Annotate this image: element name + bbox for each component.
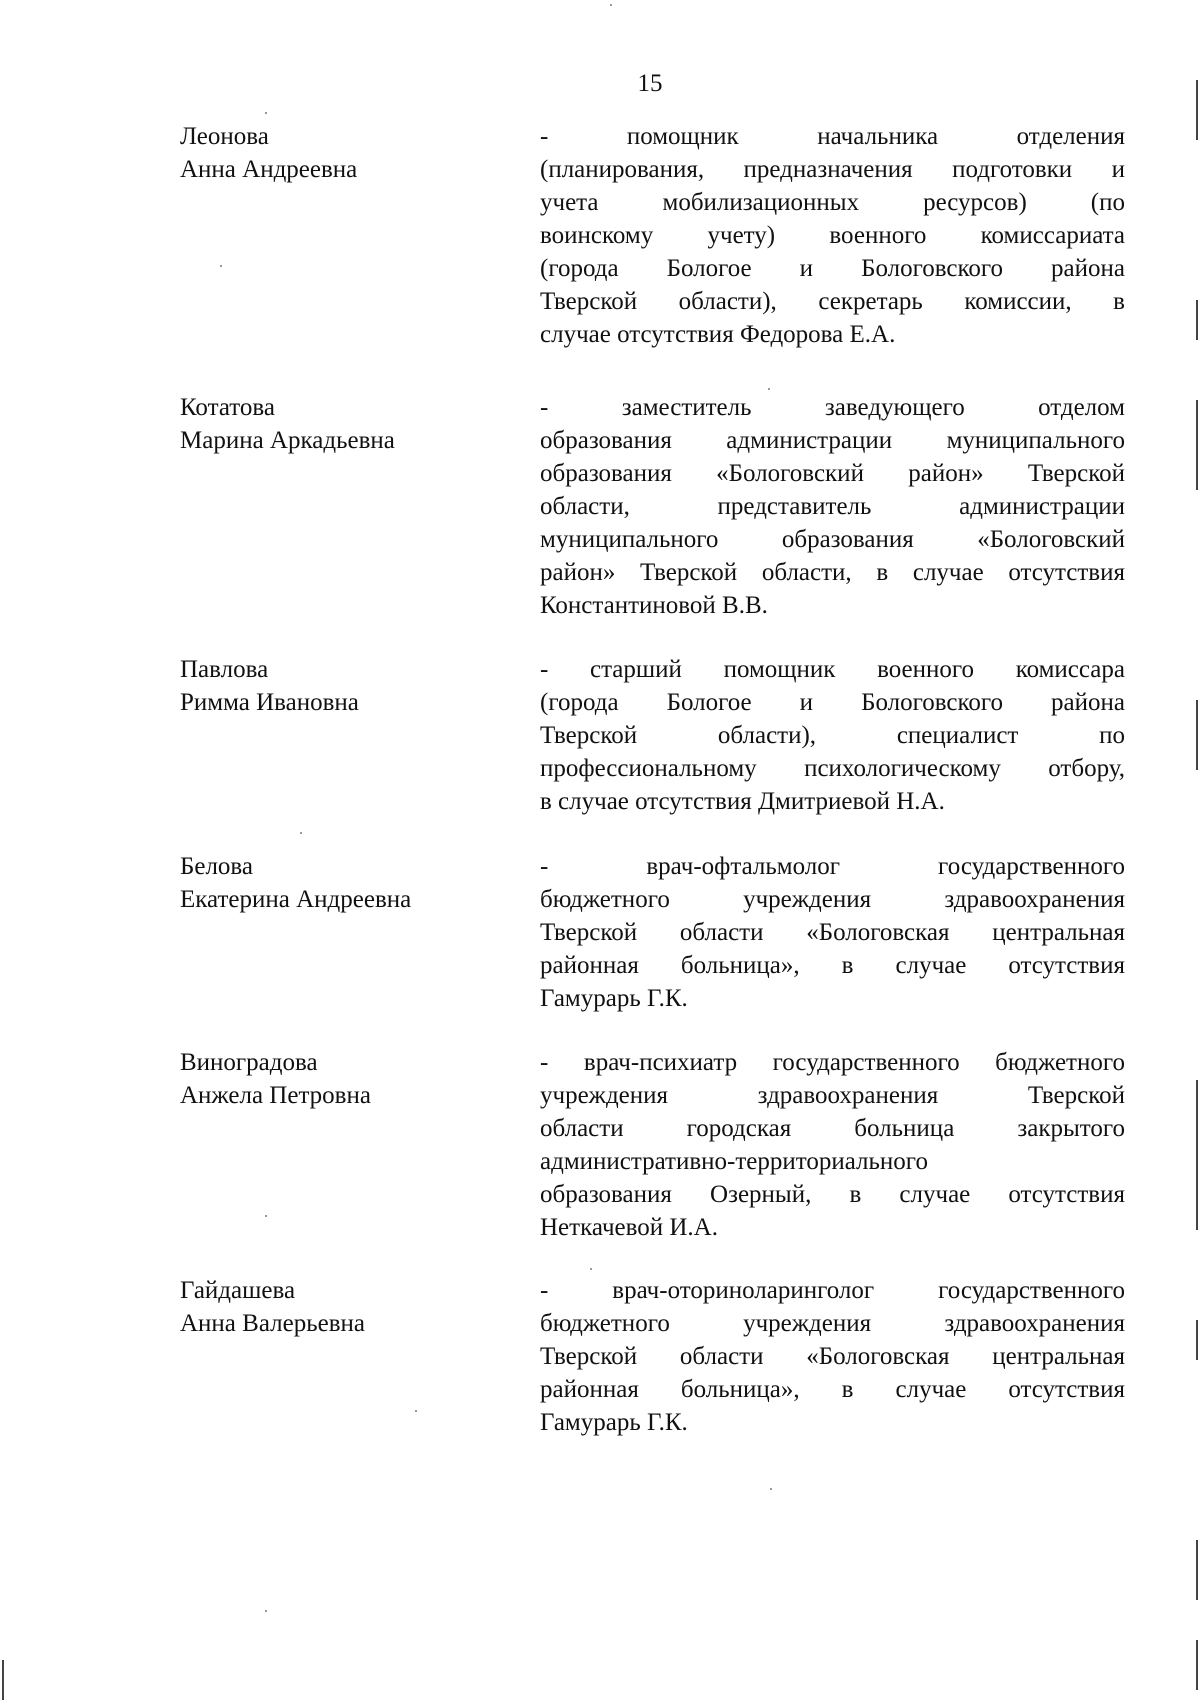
- role-line: учреждения здравоохранения Тверской: [540, 1082, 1125, 1109]
- scan-speck: [265, 112, 267, 114]
- scan-edge-line: [1196, 1540, 1198, 1600]
- scan-speck: [610, 4, 612, 6]
- role-line: учета мобилизационных ресурсов) (по: [540, 189, 1125, 216]
- scan-edge-line: [1196, 700, 1198, 770]
- role-line: муниципального образования «Бологовский: [540, 526, 1125, 553]
- member-name: [180, 1274, 510, 1340]
- role-line: Неткачевой И.А.: [540, 1214, 718, 1241]
- role-line: области городская больница закрытого: [540, 1115, 1125, 1142]
- scan-speck: [220, 265, 222, 267]
- role-line: административно-территориального: [540, 1148, 928, 1175]
- role-line: Тверской области «Бологовская центральная: [540, 919, 1125, 946]
- role-line: в случае отсутствия Дмитриевой Н.А.: [540, 788, 945, 815]
- member-surname: Леонова: [180, 123, 269, 150]
- member-role: [540, 653, 1125, 818]
- role-line: Гамурарь Г.К.: [540, 1409, 688, 1436]
- member-surname: Павлова: [180, 656, 269, 683]
- role-line: Гамурарь Г.К.: [540, 985, 688, 1012]
- role-line: - старший помощник военного комиссара: [540, 656, 1125, 683]
- role-line: - заместитель заведующего отделом: [540, 394, 1125, 421]
- role-line: воинскому учету) военного комиссариата: [540, 222, 1125, 249]
- scan-edge-line: [1196, 300, 1198, 340]
- member-surname: Котатова: [180, 394, 275, 421]
- member-name: [180, 120, 510, 186]
- member-role: [540, 120, 1125, 351]
- scan-speck: [300, 832, 302, 834]
- role-line: - помощник начальника отделения: [540, 123, 1125, 150]
- role-line: Константиновой В.В.: [540, 592, 768, 619]
- role-line: - врач-офтальмолог государственного: [540, 853, 1125, 880]
- scan-speck: [265, 1215, 267, 1217]
- role-line: Тверской области), секретарь комиссии, в: [540, 288, 1125, 315]
- scan-edge-line: [1196, 1080, 1198, 1230]
- scan-edge-line: [1196, 80, 1198, 140]
- member-given-names: Анжела Петровна: [180, 1082, 371, 1109]
- member-surname: Белова: [180, 853, 253, 880]
- member-name: [180, 653, 510, 719]
- role-line: - врач-психиатр государственного бюджетного: [540, 1049, 1125, 1076]
- member-surname: Гайдашева: [180, 1277, 296, 1304]
- role-line: случае отсутствия Федорова Е.А.: [540, 321, 896, 348]
- role-line: Тверской области), специалист по: [540, 722, 1125, 749]
- member-given-names: Марина Аркадьевна: [180, 427, 395, 454]
- member-surname: Виноградова: [180, 1049, 318, 1076]
- scan-speck: [590, 1268, 592, 1270]
- page-number: 15: [637, 70, 663, 97]
- role-line: (города Бологое и Бологовского района: [540, 689, 1125, 716]
- scan-speck: [265, 1610, 267, 1612]
- role-line: Тверской области «Бологовская центральная: [540, 1343, 1125, 1370]
- member-role: [540, 1046, 1125, 1244]
- member-name: [180, 391, 510, 457]
- member-role: [540, 391, 1125, 622]
- role-line: бюджетного учреждения здравоохранения: [540, 1310, 1125, 1337]
- role-line: образования Озерный, в случае отсутствия: [540, 1181, 1125, 1208]
- role-line: (планирования, предназначения подготовки и: [540, 156, 1125, 183]
- role-line: профессиональному психологическому отбору,: [540, 755, 1125, 782]
- member-name: [180, 1046, 510, 1112]
- scan-speck: [770, 1488, 772, 1490]
- role-line: бюджетного учреждения здравоохранения: [540, 886, 1125, 913]
- member-role: [540, 850, 1125, 1015]
- scan-speck: [768, 388, 770, 390]
- scan-edge-line: [1196, 400, 1198, 490]
- role-line: районная больница», в случае отсутствия: [540, 952, 1125, 979]
- member-name: [180, 850, 510, 916]
- member-given-names: Римма Ивановна: [180, 689, 359, 716]
- member-given-names: Анна Валерьевна: [180, 1310, 365, 1337]
- role-line: образования администрации муниципального: [540, 427, 1125, 454]
- scan-edge-line: [1196, 1320, 1198, 1360]
- scan-edge-line: [1196, 1640, 1198, 1690]
- member-given-names: Екатерина Андреевна: [180, 886, 412, 913]
- role-line: районная больница», в случае отсутствия: [540, 1376, 1125, 1403]
- scan-speck: [415, 1410, 417, 1412]
- member-given-names: Анна Андреевна: [180, 156, 358, 183]
- role-line: - врач-оториноларинголог государственного: [540, 1277, 1125, 1304]
- scan-edge-line: [2, 1660, 4, 1700]
- role-line: (города Бологое и Бологовского района: [540, 255, 1125, 282]
- member-role: [540, 1274, 1125, 1439]
- role-line: области, представитель администрации: [540, 493, 1125, 520]
- role-line: образования «Бологовский район» Тверской: [540, 460, 1125, 487]
- role-line: район» Тверской области, в случае отсутствия: [540, 559, 1125, 586]
